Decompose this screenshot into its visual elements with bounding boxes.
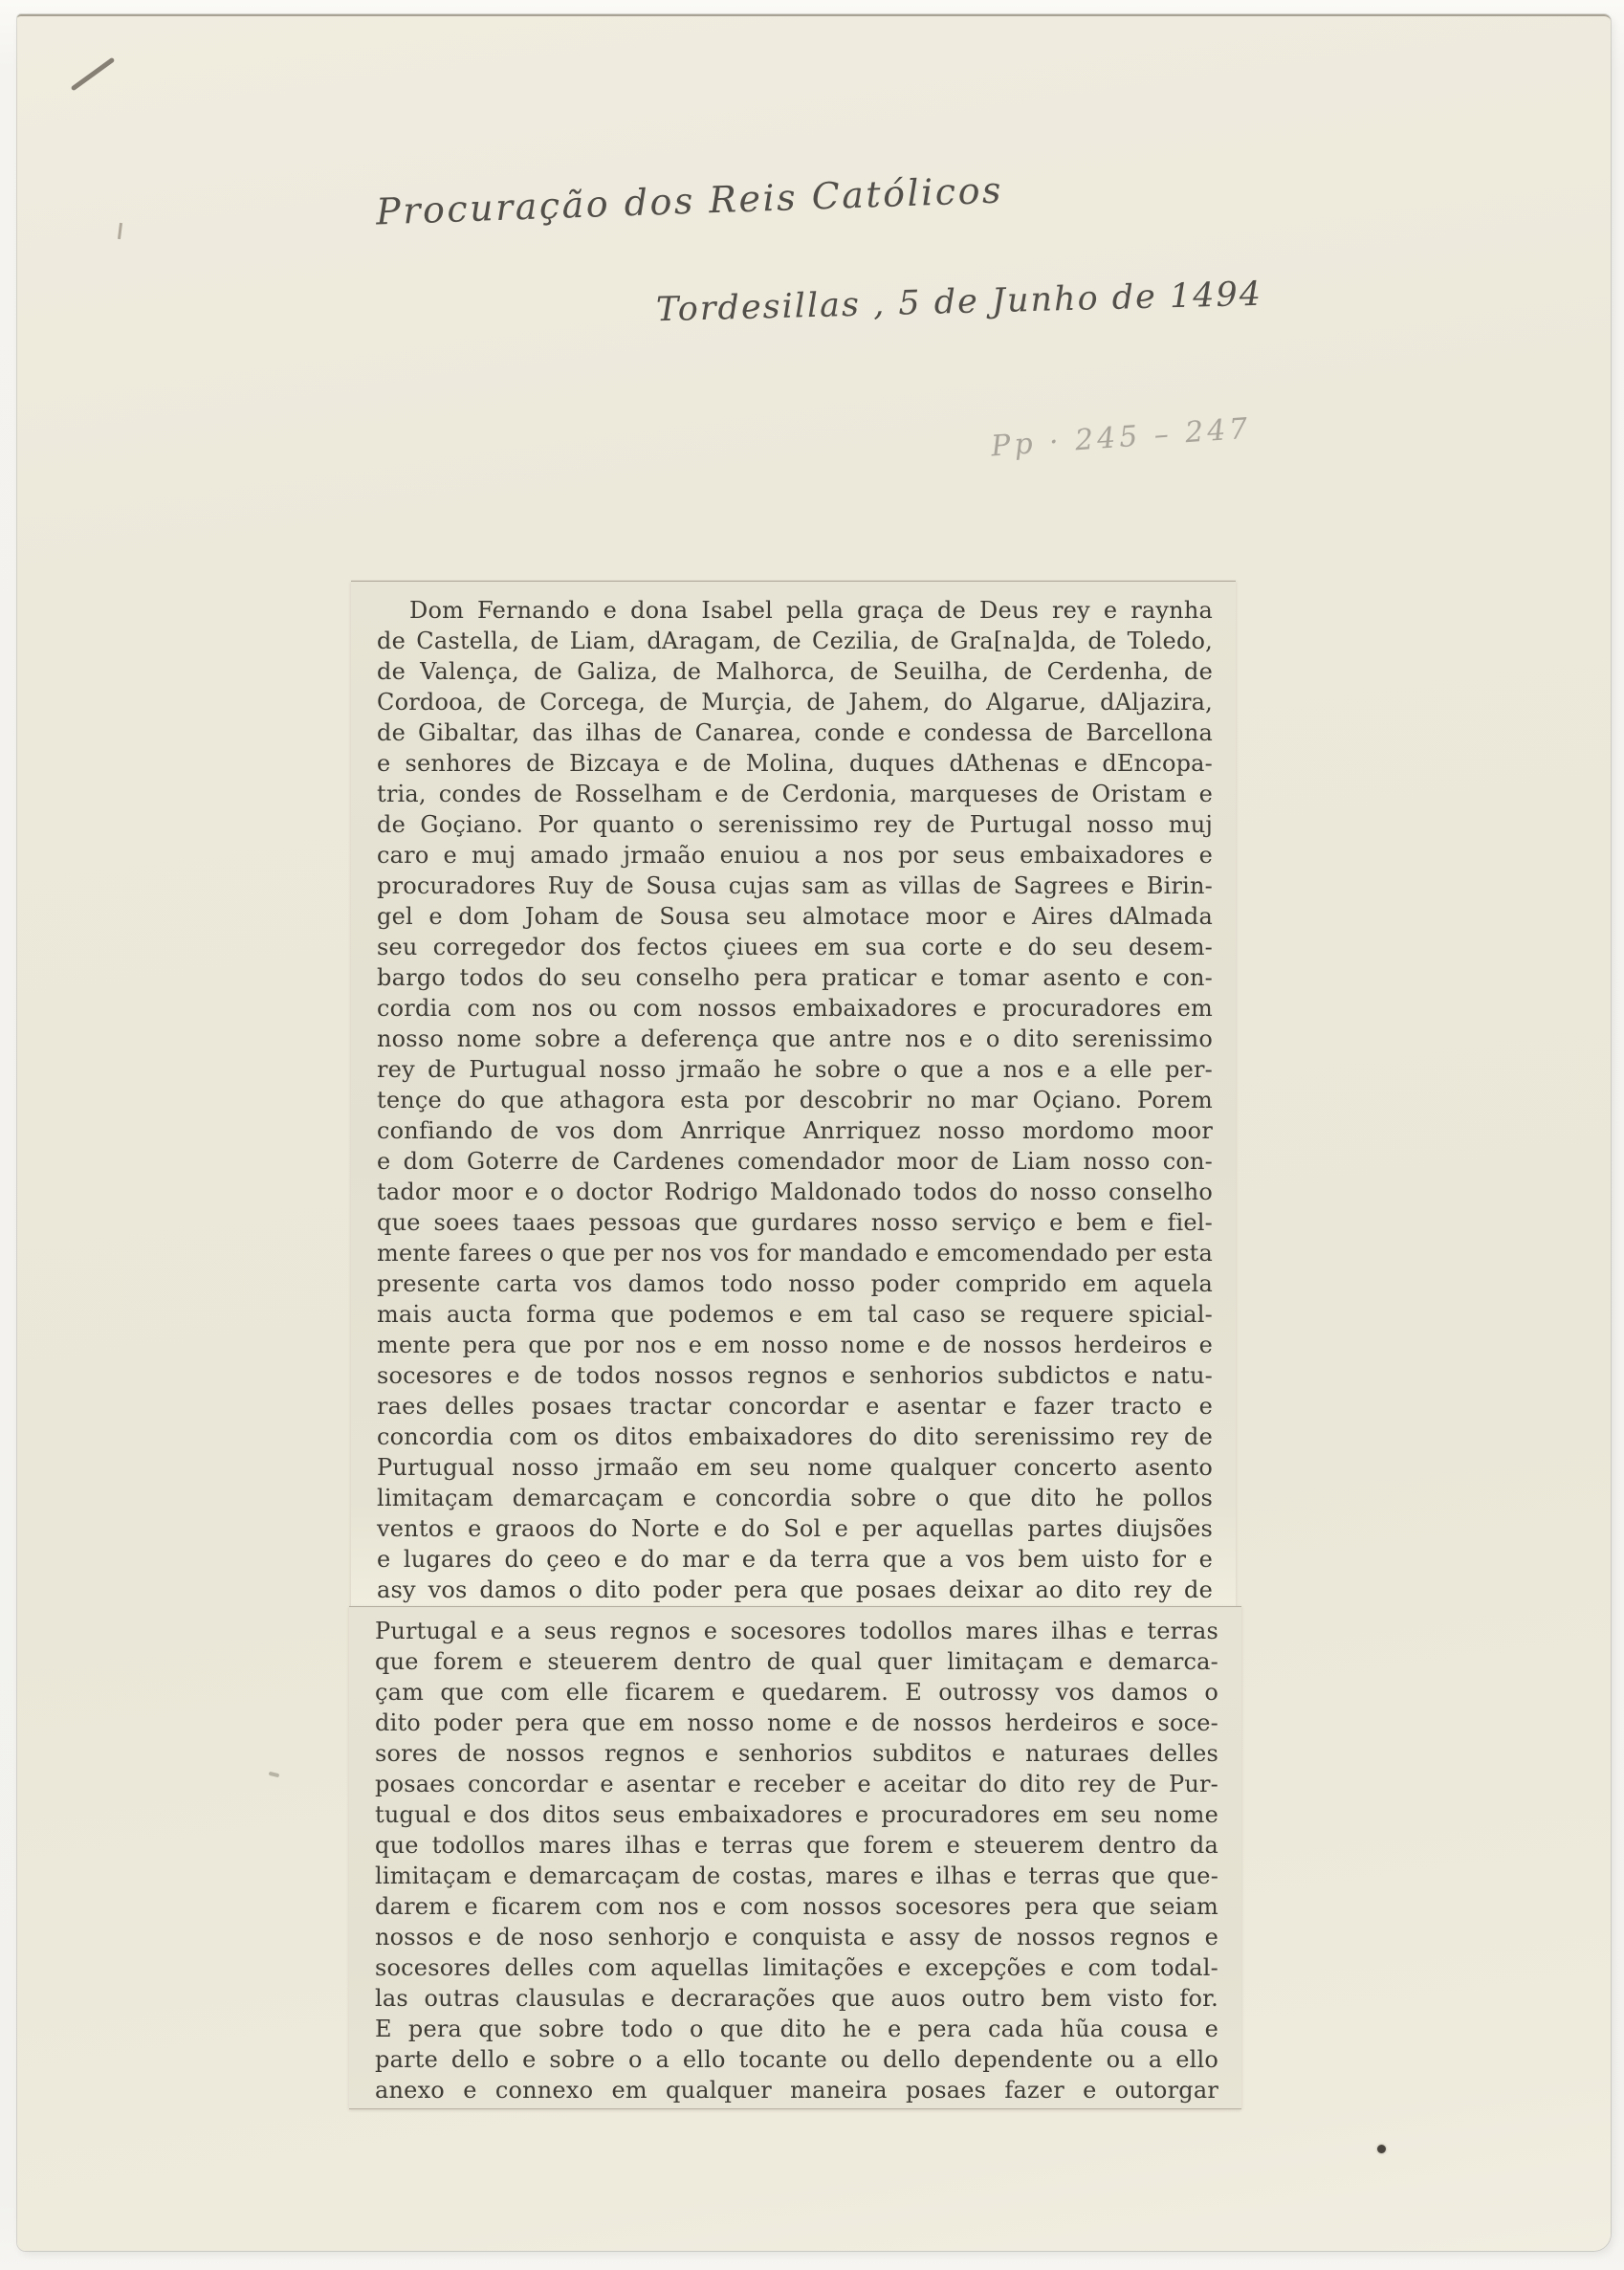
text-line: e lugares do çeeo e do mar e da terra que a vos bem uisto for e <box>377 1546 1213 1573</box>
text-line: tador moor e o doctor Rodrigo Maldonado todos do nosso conselho <box>377 1179 1213 1205</box>
text-line: rey de Purtugual nosso jrmaão he sobre o que a nos e a elle per- <box>377 1056 1213 1083</box>
text-line: mente pera que por nos e em nosso nome e de nossos herdeiros e <box>377 1332 1213 1358</box>
transcription-text-lower <box>349 1607 1241 2105</box>
text-line: de Valença, de Galiza, de Malhorca, de Seuilha, de Cerdenha, de <box>377 658 1213 685</box>
text-line: cordia com nos ou com nossos embaixadores e procuradores em <box>377 995 1213 1022</box>
pen-mark <box>71 57 116 92</box>
text-line: parte dello e sobre o a ello tocante ou dello dependente ou a ello <box>375 2046 1218 2073</box>
text-line: bargo todos do seu conselho pera praticar e tomar asento e con- <box>377 964 1213 991</box>
text-line: confiando de vos dom Anrrique Anrriquez nosso mordomo moor <box>377 1117 1213 1144</box>
text-line: E pera que sobre todo o que dito he e pera cada hũa cousa e <box>375 2016 1218 2042</box>
text-line: presente carta vos damos todo nosso poder comprido em aquela <box>377 1270 1213 1297</box>
text-line: anexo e connexo em qualquer maneira posaes fazer e outorgar <box>375 2077 1218 2104</box>
text-line: de Castella, de Liam, dAragam, de Cezilia, de Gra[na]da, de Toledo, <box>377 628 1213 654</box>
text-line: que todollos mares ilhas e terras que forem e steuerem dentro da <box>375 1832 1218 1859</box>
text-line: socesores delles com aquellas limitações e excepções e com todal- <box>375 1954 1218 1981</box>
text-line: mais aucta forma que podemos e em tal caso se requere spicial- <box>377 1301 1213 1328</box>
text-line: de Gibaltar, das ilhas de Canarea, conde e condessa de Barcellona <box>377 719 1213 746</box>
text-line: posaes concordar e asentar e receber e aceitar do dito rey de Pur- <box>375 1771 1218 1797</box>
text-line: las outras clausulas e decrarações que auos outro bem visto for. <box>375 1985 1218 2012</box>
text-line: limitaçam demarcaçam e concordia sobre o que dito he pollos <box>377 1485 1213 1511</box>
text-line: tençe do que athagora esta por descobrir no mar Oçiano. Porem <box>377 1087 1213 1113</box>
text-line: ventos e graoos do Norte e do Sol e per aquellas partes diujsões <box>377 1515 1213 1542</box>
text-line: sores de nossos regnos e senhorios subditos e naturaes delles <box>375 1740 1218 1767</box>
text-line: Cordooa, de Corcega, de Murçia, de Jahem, do Algarue, dAljazira, <box>377 689 1213 716</box>
text-line: dito poder pera que em nosso nome e de nossos herdeiros e soce- <box>375 1709 1218 1736</box>
text-line: nosso nome sobre a deferença que antre nos e o dito serenissimo <box>377 1025 1213 1052</box>
text-line: caro e muj amado jrmaão enuiou a nos por seus embaixadores e <box>377 842 1213 869</box>
ink-dot <box>1377 2145 1386 2153</box>
pasted-clipping-lower <box>349 1606 1241 2109</box>
text-line: mente farees o que per nos vos for mandado e emcomendado per esta <box>377 1240 1213 1267</box>
handwritten-dateline: Tordesillas , 5 de Junho de 1494 <box>655 275 1263 330</box>
text-line: darem e ficarem com nos e com nossos socesores pera que seiam <box>375 1893 1218 1920</box>
text-line: Purtugal e a seus regnos e socesores todollos mares ilhas e terras <box>375 1618 1218 1644</box>
text-line: e senhores de Bizcaya e de Molina, duques dAthenas e dEncopa- <box>377 750 1213 777</box>
text-line: raes delles posaes tractar concordar e asentar e fazer tracto e <box>377 1393 1213 1420</box>
text-line: çam que com elle ficarem e quedarem. E outrossy vos damos o <box>375 1679 1218 1706</box>
text-line: e dom Goterre de Cardenes comendador moor de Liam nosso con- <box>377 1148 1213 1175</box>
text-line: que soees taaes pessoas que gurdares nosso serviço e bem e fiel- <box>377 1209 1213 1236</box>
text-line: que forem e steuerem dentro de qual quer limitaçam e demarca- <box>375 1648 1218 1675</box>
pen-tick-mark <box>118 223 122 239</box>
text-line: limitaçam e demarcaçam de costas, mares e ilhas e terras que que- <box>375 1862 1218 1889</box>
handwritten-title: Procuração dos Reis Católicos <box>375 168 1004 233</box>
text-line: Purtugual nosso jrmaão em seu nome qualquer concerto asento <box>377 1454 1213 1481</box>
text-line: nossos e de noso senhorjo e conquista e assy de nossos regnos e <box>375 1924 1218 1950</box>
text-line: tugual e dos ditos seus embaixadores e procuradores em seu nome <box>375 1801 1218 1828</box>
text-line: concordia com os ditos embaixadores do dito serenissimo rey de <box>377 1423 1213 1450</box>
pencil-page-note: Pp · 245 – 247 <box>990 411 1253 464</box>
transcription-text-upper <box>351 582 1236 1605</box>
text-line: procuradores Ruy de Sousa cujas sam as villas de Sagrees e Birin- <box>377 872 1213 899</box>
text-line: socesores e de todos nossos regnos e senhorios subdictos e natu- <box>377 1362 1213 1389</box>
text-line: gel e dom Joham de Sousa seu almotace moor e Aires dAlmada <box>377 903 1213 930</box>
pasted-clipping-upper <box>351 581 1236 1606</box>
text-line: Dom Fernando e dona Isabel pella graça de Deus rey e raynha <box>409 597 1213 624</box>
text-line: seu corregedor dos fectos çiuees em sua corte e do seu desem- <box>377 934 1213 960</box>
text-line: asy vos damos o dito poder pera que posaes deixar ao dito rey de <box>377 1576 1213 1603</box>
text-line: tria, condes de Rosselham e de Cerdonia, marqueses de Oristam e <box>377 781 1213 807</box>
text-line: de Goçiano. Por quanto o serenissimo rey de Purtugal nosso muj <box>377 811 1213 838</box>
